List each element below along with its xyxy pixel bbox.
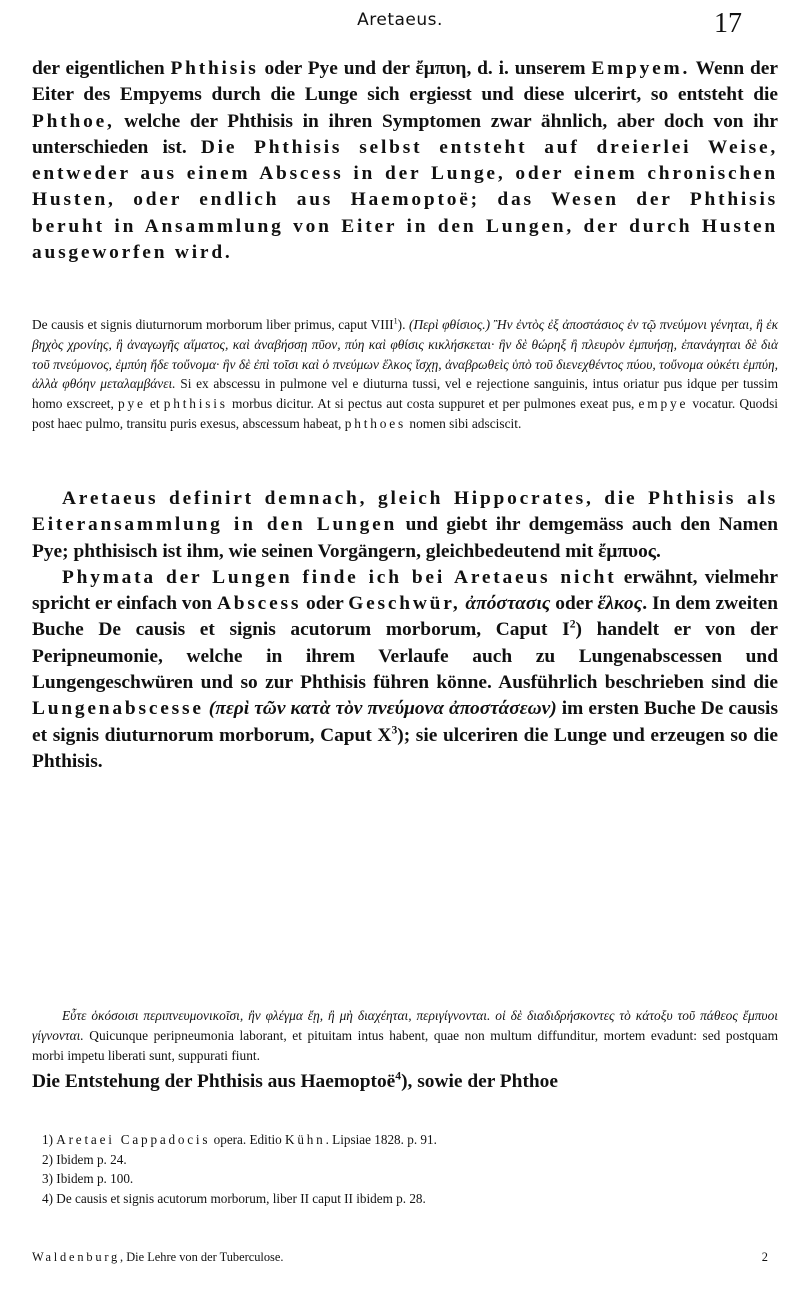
footnote-ref: 2 (569, 618, 576, 632)
text: Ibidem p. 100. (53, 1171, 134, 1187)
latin-text: nomen sibi adsciscit. (406, 415, 522, 431)
paragraph-2-3 (32, 486, 778, 775)
text: ). (397, 317, 406, 332)
text: De causis et signis acutorum morborum, liber II caput II ibidem p. 28. (53, 1190, 426, 1206)
latin-text: Si ex abscessu in pulmone vel e diuturna tussi, vel e rejectione sanguinis, intus oriatur pus idque per tussim homo exscreet, (32, 376, 778, 412)
footer-title: , Die Lehre von der Tuberculose. (120, 1250, 284, 1264)
spaced-statement: Aretaeus definirt demnach, gleich Hippocrates, die Phthisis als Eiteransammlung in den Lungen (32, 488, 778, 536)
spaced-term: Phthisis (170, 58, 259, 79)
footnotes (32, 1130, 778, 1208)
spaced-term: phthisis (163, 396, 228, 412)
footnote (32, 1169, 778, 1189)
quote-source: De causis et signis diuturnorum morborum liber primus, caput VIII (32, 317, 394, 332)
text: . In dem zweiten Buche De causis et signis acutorum morborum, Caput I (32, 593, 778, 641)
footnote-ref: 4 (395, 1069, 402, 1083)
text: . Lipsiae 1828. p. 91. (325, 1132, 437, 1147)
footnote (32, 1150, 778, 1170)
paragraph-1 (32, 56, 778, 266)
spaced-term: Lungenabscesse (32, 698, 204, 720)
latin-text: Quicunque peripneumonia laborant, et pituitam intus habent, quae non multum diffunditur, mortem evadunt: sed postquam morbi impetu liberati sunt, suppurati fiunt. (32, 1027, 778, 1063)
greek-term: ἕλκος (597, 593, 643, 615)
spaced-term: pye (118, 396, 146, 412)
footnote (32, 1130, 778, 1150)
running-head (0, 8, 800, 48)
latin-text: et (145, 396, 164, 412)
latin-text: vocatur. Quodsi post haec pulmo, transitu puris exesus, abscessum habeat, (32, 396, 779, 431)
footer (32, 1250, 778, 1265)
text: , d. i. unserem (466, 58, 592, 79)
text: ); sie ulceriren die Lunge und erzeugen so die Phthisis. (32, 724, 779, 772)
greek-term: ἔμπυη (415, 58, 467, 79)
latin-text: morbus dicitur. At si pectus aut costa suppuret et per pulmones exeat pus, (227, 396, 639, 412)
footnote-number: 3) (42, 1171, 53, 1187)
signature-mark: 2 (761, 1250, 768, 1264)
text: der eigentlichen (32, 58, 171, 79)
spaced-term: Empyem. (591, 58, 691, 79)
spaced-term: phthoes (344, 415, 407, 431)
footnote-ref: 3 (391, 723, 398, 737)
text: Wenn der Eiter des Empyems durch die Lunge sich ergiesst und diese ulcerirt, so entsteht die (32, 58, 779, 106)
footnote-number: 4) (42, 1190, 53, 1206)
text: oder (301, 593, 349, 615)
text: Ibidem p. 24. (53, 1151, 127, 1167)
page-number: 17 (714, 8, 742, 39)
greek-quote: (Περὶ φθίσιος.) Ἢν ἐντὸς ἐξ ἀποστάσιος ἐν τῷ πνεύμονι γένηται, ἢ ἐκ βηχὸς χρονίης, ἢ ἀναγωγῆς αἵματος, καὶ ἀναβήσσῃ πῦον, πύη καὶ φθίσις κικλήσκεται· ἣν δὲ θώρηξ ἢ πλευρὸν ἐμπυήσῃ, ἐπανάγηται δὲ διὰ τοῦ πνεύμονος, ἐμπύη ἤδε τοὔνομα· ἣν δὲ ἐπὶ τοῖσι καὶ ὁ πνεύμων ἕλκος ἴσχῃ, ἀναβρωθεὶς ὑπὸ τοῦ διενεχθέντος πύου, τοὔνομα οὐκέτι ἐμπύη, ἀλλὰ φθόην μεταλαμβάνει. (32, 317, 778, 392)
spaced-term: Geschwür, (348, 593, 461, 615)
text: welche der Phthisis in ihren Symptomen zwar ähnlich, aber doch von ihr unterschieden ist. (32, 110, 778, 158)
text: erwähnt, vielmehr spricht er einfach von (32, 566, 778, 615)
text: ), sowie der Phthoe (401, 1071, 558, 1092)
text: oder Pye und der (258, 58, 416, 79)
text: opera. Editio (210, 1132, 286, 1147)
spaced-term: Kühn (285, 1132, 326, 1147)
spaced-statement: Phymata der Lungen finde ich bei Aretaeus nicht (62, 566, 617, 588)
text: . (655, 540, 661, 562)
footnote-ref: 1 (393, 316, 398, 326)
greek-quote: Εὖτε ὁκόσοισι περιπνευμονικοῖσι, ἢν φλέγμα ἔῃ, ἢ μὴ διαχέηται, περιγίγνονται. οἱ δὲ διαδιδρήσκοντες τὸ κάτοξυ τοῦ πάθεος ἔμπυοι γίγνονται. (32, 1008, 778, 1043)
running-title: Aretaeus. (357, 10, 443, 30)
greek-term: ἀπόστασις (460, 593, 551, 615)
text: ) handelt er von der Peripneumonie, welche in ihrem Verlaufe auch zu Lungenabscessen und Lungengeschwüren und so zur Phthisis führen könne. Ausführlich beschrieben sind die (32, 619, 778, 694)
text: und giebt ihr demgemäss auch den Namen Pye; phthisisch ist ihm, wie seinen Vorgängern, gleichbedeutend mit (32, 514, 778, 562)
greek-term: (περὶ τῶν κατὰ τὸν πνεύμονα ἀποστάσεων) (203, 698, 557, 720)
quote-block-2 (32, 1006, 778, 1065)
spaced-term: Phthoe, (32, 110, 115, 132)
footer-author: Waldenburg (32, 1250, 121, 1264)
text: Die Entstehung der Phthisis aus Haemoptoë (32, 1071, 396, 1092)
spaced-statement: Die Phthisis selbst entsteht auf dreierlei Weise, entweder aus einem Abscess in der Lunge, oder einem chronischen Husten, oder endlich aus Haemoptoë; das Wesen der Phthisis beruht in Ansammlung von Eiter in den Lungen, der durch Husten ausgeworfen wird. (32, 136, 779, 264)
greek-term: ἔμπυος (598, 540, 656, 562)
quote-block-1 (32, 315, 778, 434)
footnote-number: 2) (42, 1151, 53, 1167)
spaced-term: Aretaei Cappadocis (56, 1132, 211, 1147)
text: oder (550, 593, 598, 615)
text: im ersten Buche De causis et signis diuturnorum morborum, Caput X (32, 698, 778, 746)
spaced-term: empye (638, 396, 689, 412)
footnote-number: 1) (42, 1132, 53, 1147)
footnote (32, 1189, 778, 1209)
spaced-term: Abscess (216, 593, 302, 615)
paragraph-4 (32, 1069, 778, 1095)
